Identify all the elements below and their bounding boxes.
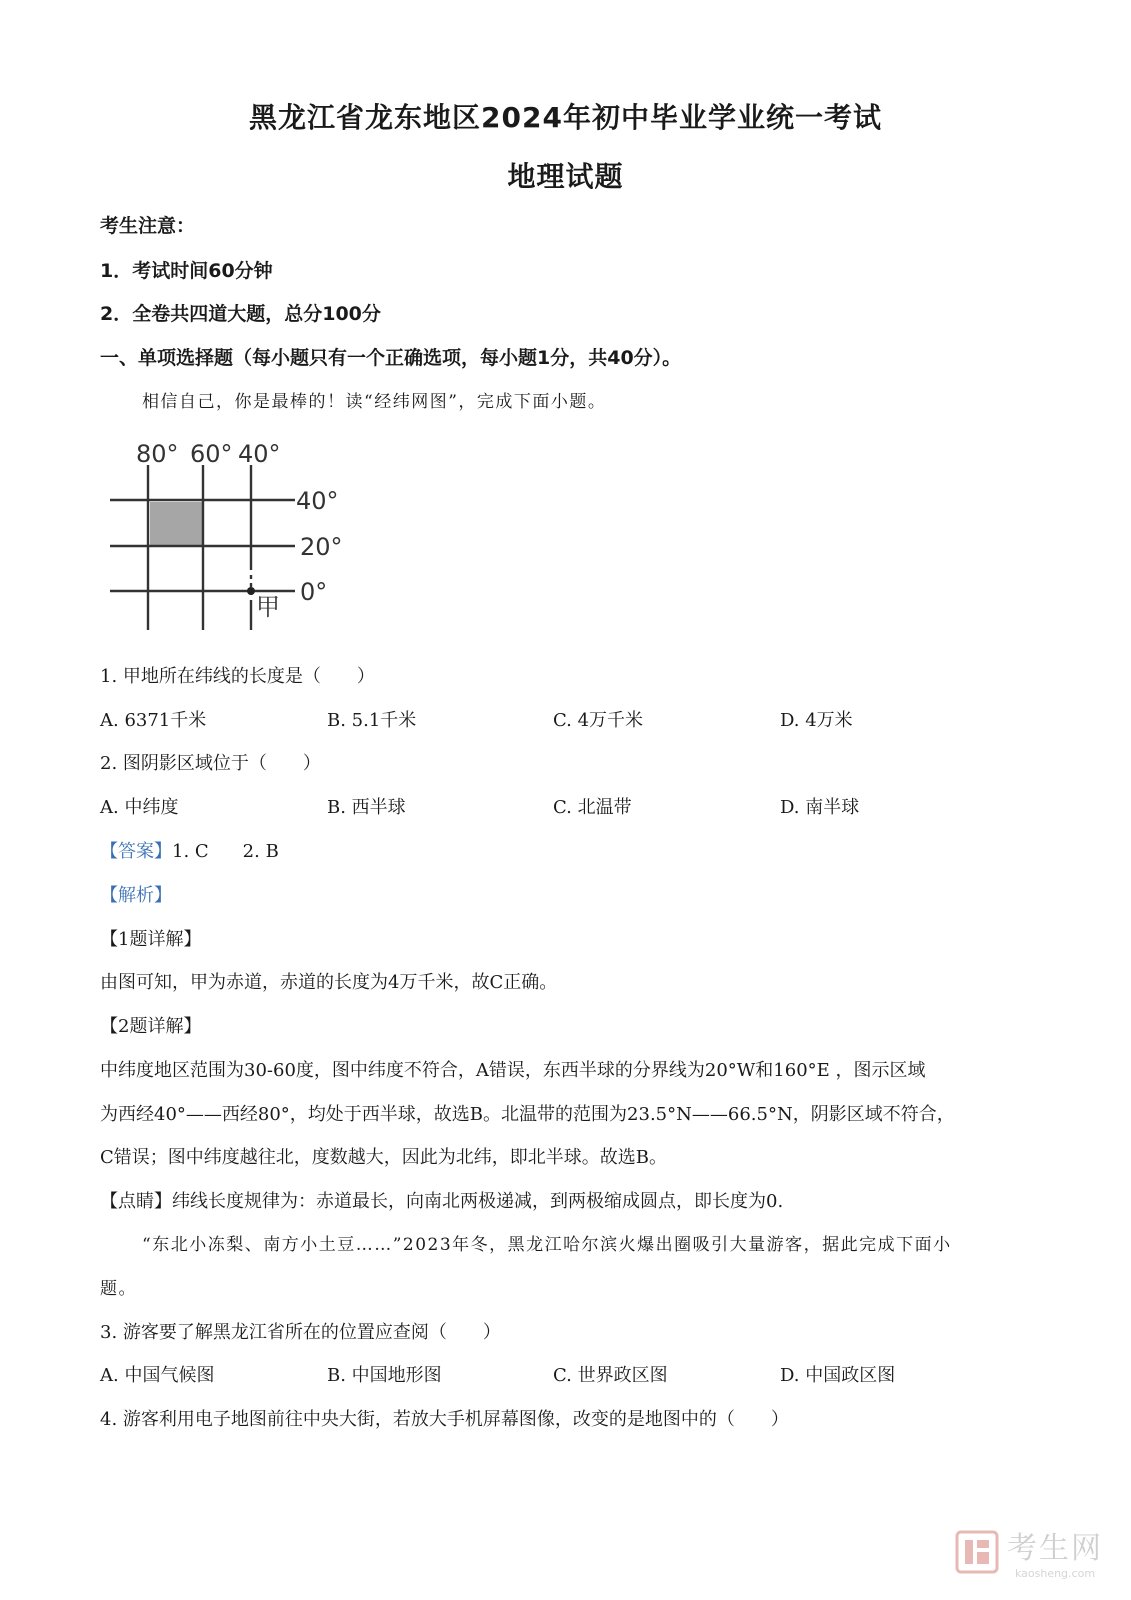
- option-c: C. 北温带: [553, 797, 632, 818]
- section-intro: “东北小冻梨、南方小土豆……”2023年冬，黑龙江哈尔滨火爆出圈吸引大量游客，据此完成下面小: [142, 1235, 952, 1255]
- tip-text: 【点睛】纬线长度规律为：赤道最长，向南北两极递减，到两极缩成圆点，即长度为0.: [100, 1191, 784, 1212]
- point-label: 甲: [256, 593, 280, 621]
- point-jia: [247, 587, 255, 595]
- question-stem: 4. 游客利用电子地图前往中央大街，若放大手机屏幕图像，改变的是地图中的（ ）: [100, 1409, 789, 1430]
- longitude-label: 40°: [238, 440, 281, 468]
- question-stem: 1. 甲地所在纬线的长度是（ ）: [100, 666, 375, 687]
- notice-item: 1．考试时间60分钟: [100, 260, 273, 282]
- longitude-label: 60°: [190, 440, 233, 468]
- option-d: D. 4万米: [780, 710, 853, 731]
- section-intro: 题。: [100, 1279, 137, 1299]
- answer-1: 1. C: [172, 841, 209, 862]
- option-a: A. 中国气候图: [100, 1365, 215, 1386]
- option-a: A. 中纬度: [100, 797, 179, 818]
- option-b: B. 中国地形图: [327, 1365, 442, 1386]
- page-subtitle: 地理试题: [507, 160, 624, 193]
- watermark-text: 考生网: [1007, 1531, 1103, 1566]
- detail-text: 为西经40°——西经80°，均处于西半球，故选B。北温带的范围为23.5°N——66.5°N，阴影区域不符合，: [100, 1104, 955, 1125]
- logo-icon: [955, 1530, 999, 1574]
- option-d: D. 南半球: [780, 797, 860, 818]
- latitude-label: 0°: [300, 578, 328, 606]
- answer-line: [100, 837, 279, 863]
- option-c: C. 世界政区图: [553, 1365, 668, 1386]
- option-d: D. 中国政区图: [780, 1365, 896, 1386]
- latitude-label: 20°: [300, 533, 343, 561]
- detail-text: 由图可知，甲为赤道，赤道的长度为4万千米，故C正确。: [100, 972, 558, 993]
- option-a: A. 6371千米: [100, 710, 207, 731]
- detail-tag: 【2题详解】: [100, 1016, 202, 1037]
- section-heading: 一、单项选择题（每小题只有一个正确选项，每小题1分，共40分）。: [100, 347, 682, 369]
- detail-text: C错误；图中纬度越往北，度数越大，因此为北纬，即北半球。故选B。: [100, 1147, 667, 1168]
- page-title: 黑龙江省龙东地区2024年初中毕业学业统一考试: [249, 101, 882, 134]
- detail-text: 中纬度地区范围为30-60度，图中纬度不符合，A错误，东西半球的分界线为20°W和160°E ，图示区域: [100, 1060, 926, 1081]
- question-stem: 2. 图阴影区域位于（ ）: [100, 753, 321, 774]
- watermark: [955, 1523, 1103, 1580]
- latitude-label: 40°: [296, 487, 339, 515]
- graticule-map: [110, 435, 360, 635]
- watermark-site: kaosheng.com: [1014, 1567, 1096, 1580]
- option-c: C. 4万千米: [553, 710, 644, 731]
- notice-heading: 考生注意：: [100, 215, 196, 237]
- shaded-region: [150, 502, 202, 546]
- notice-item: 2．全卷共四道大题，总分100分: [100, 303, 381, 325]
- option-b: B. 西半球: [327, 797, 406, 818]
- answer-2: 2. B: [242, 841, 279, 862]
- analysis-tag: 【解析】: [100, 885, 172, 906]
- longitude-label: 80°: [136, 440, 179, 468]
- question-stem: 3. 游客要了解黑龙江省所在的位置应查阅（ ）: [100, 1322, 501, 1343]
- option-b: B. 5.1千米: [327, 710, 417, 731]
- answer-tag: 【答案】: [100, 841, 172, 862]
- section-intro: 相信自己，你是最棒的！读“经纬网图”，完成下面小题。: [142, 392, 607, 412]
- detail-tag: 【1题详解】: [100, 929, 202, 950]
